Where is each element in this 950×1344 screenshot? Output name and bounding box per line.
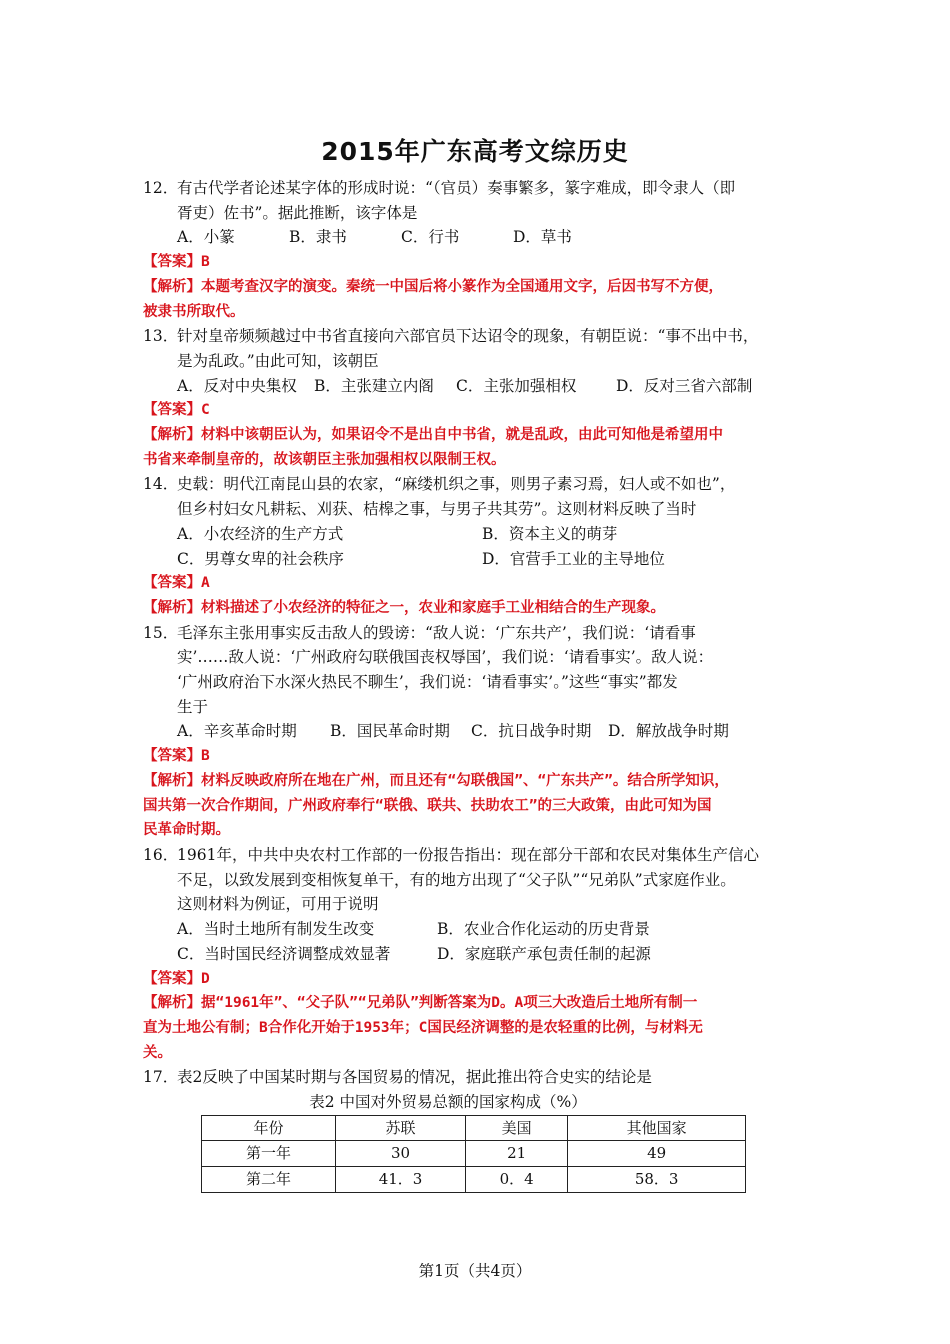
option-b: B．资本主义的萌芽 [482, 524, 618, 543]
stem-line: 针对皇帝频频越过中书省直接向六部官员下达诏令的现象，有朝臣说：“事不出中书， [177, 327, 759, 346]
table-header-row [202, 1115, 746, 1141]
question-number: 15． [143, 623, 179, 642]
stem-line: 史载：明代江南昆山县的农家，“麻缕机织之事，则男子素习焉，妇人或不如也”， [177, 475, 736, 494]
option-a: A．小农经济的生产方式 [177, 524, 344, 543]
table-cell: 21 [466, 1141, 568, 1167]
option-d: D．官营手工业的主导地位 [482, 549, 665, 568]
stem-line: 但乡村妇女凡耕耘、刈获、桔槔之事，与男子共其劳”。这则材料反映了当时 [177, 500, 697, 519]
options-row [143, 522, 823, 547]
question-17 [143, 1065, 823, 1193]
analysis-line: 国共第一次合作期间，广州政府奉行“联俄、联共、扶助农工”的三大政策，由此可知为国 [143, 797, 712, 814]
table-cell: 第一年 [202, 1141, 336, 1167]
options-row [143, 225, 823, 250]
option-c: C．抗日战争时期 [471, 722, 592, 741]
answer-label: 【答案】 [143, 748, 201, 765]
question-number: 16． [143, 845, 179, 864]
page-footer: 第1页（共4页） [418, 1262, 532, 1280]
analysis-text: 材料反映政府所在地在广州，而且还有“勾联俄国”、“广东共产”。结合所学知识， [201, 772, 729, 789]
table-cell: 30 [336, 1141, 466, 1167]
answer-label: 【答案】 [143, 970, 201, 987]
trade-table [201, 1115, 746, 1193]
answer-line [143, 250, 823, 275]
stem-line: 不足，以致发展到变相恢复单干，有的地方出现了“父子队”“兄弟队”式家庭作业。 [177, 870, 736, 889]
table-cell: 49 [568, 1141, 746, 1167]
options-row [143, 719, 823, 744]
question-15 [143, 621, 823, 843]
question-16 [143, 843, 823, 1065]
question-stem [143, 176, 823, 201]
option-d: D．反对三省六部制 [616, 376, 753, 395]
analysis-label: 【解析】 [143, 995, 201, 1012]
options-row [143, 942, 823, 967]
option-c: C．行书 [401, 228, 460, 247]
option-a: A．当时土地所有制发生改变 [177, 920, 375, 939]
answer-line [143, 744, 823, 769]
question-stem [143, 621, 823, 646]
question-stem [143, 324, 823, 349]
analysis-line [143, 991, 823, 1016]
stem-line: 1961年，中共中央农村工作部的一份报告指出：现在部分干部和农民对集体生产信心 [177, 845, 759, 864]
option-a: A．小篆 [177, 228, 235, 247]
answer-line [143, 967, 823, 992]
header-cell: 美国 [466, 1115, 568, 1141]
option-d: D．家庭联产承包责任制的起源 [437, 944, 651, 963]
analysis-line: 直为土地公有制；B合作化开始于1953年；C国民经济调整的是农轻重的比例，与材料无 [143, 1019, 703, 1036]
analysis-label: 【解析】 [143, 427, 201, 444]
analysis-text: 据“1961年”、“父子队”“兄弟队”判断答案为D。A项三大改造后土地所有制一 [201, 995, 698, 1012]
table-caption: 表2 中国对外贸易总额的国家构成（%） [309, 1093, 587, 1112]
table-cell: 0．4 [466, 1167, 568, 1193]
option-b: B．国民革命时期 [330, 722, 450, 741]
stem-line: 毛泽东主张用事实反击敌人的毁谤：“敌人说：‘广东共产’，我们说：‘请看事 [177, 623, 696, 642]
analysis-text: 材料中该朝臣认为，如果诏令不是出自中书省，就是乱政，由此可知他是希望用中 [201, 427, 723, 444]
answer-value: D [201, 970, 210, 987]
answer-value: B [201, 748, 210, 765]
analysis-line: 关。 [143, 1044, 172, 1061]
answer-value: A [201, 575, 210, 592]
stem-line: ‘广州政府治下水深火热民不聊生’，我们说：‘请看事实’。”这些“事实”都发 [177, 673, 678, 692]
option-b: B．主张建立内阁 [314, 376, 434, 395]
answer-line [143, 571, 823, 596]
analysis-label: 【解析】 [143, 599, 201, 616]
question-stem [143, 843, 823, 868]
answer-value: C [201, 402, 210, 419]
stem-line: 表2反映了中国某时期与各国贸易的情况，据此推出符合史实的结论是 [177, 1068, 652, 1087]
answer-label: 【答案】 [143, 402, 201, 419]
question-number: 12． [143, 179, 179, 197]
stem-line: 有古代学者论述某字体的形成时说：“（官员）奏事繁多，篆字难成，即令隶人（即 [177, 179, 736, 197]
table-row [202, 1167, 746, 1193]
options-row [143, 917, 823, 942]
question-number: 13． [143, 327, 179, 346]
option-b: B．农业合作化运动的历史背景 [437, 920, 650, 939]
question-number: 14． [143, 475, 179, 494]
header-cell: 年份 [202, 1115, 336, 1141]
table-row [202, 1141, 746, 1167]
question-12 [143, 176, 823, 324]
option-a: A．辛亥革命时期 [177, 722, 297, 741]
analysis-label: 【解析】 [143, 278, 201, 295]
answer-label: 【答案】 [143, 575, 201, 592]
analysis-line [143, 769, 823, 794]
analysis-text: 本题考查汉字的演变。秦统一中国后将小篆作为全国通用文字，后因书写不方便， [201, 278, 723, 295]
stem-line: 实’……敌人说：‘广州政府勾联俄国丧权辱国’，我们说：‘请看事实’。敌人说： [177, 648, 714, 667]
option-a: A．反对中央集权 [177, 376, 297, 395]
question-stem [143, 1065, 823, 1090]
analysis-line: 民革命时期。 [143, 822, 230, 839]
analysis-text: 材料描述了小农经济的特征之一，农业和家庭手工业相结合的生产现象。 [201, 599, 665, 616]
option-d: D．解放战争时期 [608, 722, 729, 741]
option-d: D．草书 [513, 228, 572, 247]
option-c: C．主张加强相权 [456, 376, 577, 395]
analysis-label: 【解析】 [143, 772, 201, 789]
header-cell: 苏联 [336, 1115, 466, 1141]
table-cell: 58．3 [568, 1167, 746, 1193]
exam-content [143, 176, 823, 1193]
option-c: C．男尊女卑的社会秩序 [177, 549, 344, 568]
option-b: B．隶书 [289, 228, 347, 247]
table-cell: 第二年 [202, 1167, 336, 1193]
stem-line: 生于 [177, 697, 209, 716]
question-stem [143, 472, 823, 497]
answer-line [143, 398, 823, 423]
options-row [143, 547, 823, 572]
answer-label: 【答案】 [143, 254, 201, 271]
table-cell: 41．3 [336, 1167, 466, 1193]
stem-line: 是为乱政。”由此可知，该朝臣 [177, 351, 379, 370]
question-14 [143, 472, 823, 620]
answer-value: B [201, 254, 210, 271]
analysis-line: 被隶书所取代。 [143, 303, 245, 320]
option-c: C．当时国民经济调整成效显著 [177, 944, 391, 963]
options-row [143, 374, 823, 399]
question-13 [143, 324, 823, 472]
analysis-line [143, 423, 823, 448]
page-title: 2015年广东高考文综历史 [321, 137, 629, 166]
analysis-line [143, 596, 823, 621]
stem-line: 这则材料为例证，可用于说明 [177, 895, 379, 914]
analysis-line [143, 275, 823, 300]
analysis-line: 书省来牵制皇帝的，故该朝臣主张加强相权以限制王权。 [143, 451, 506, 468]
header-cell: 其他国家 [568, 1115, 746, 1141]
question-number: 17． [143, 1068, 179, 1087]
stem-line: 胥吏）佐书”。据此推断，该字体是 [177, 203, 418, 222]
